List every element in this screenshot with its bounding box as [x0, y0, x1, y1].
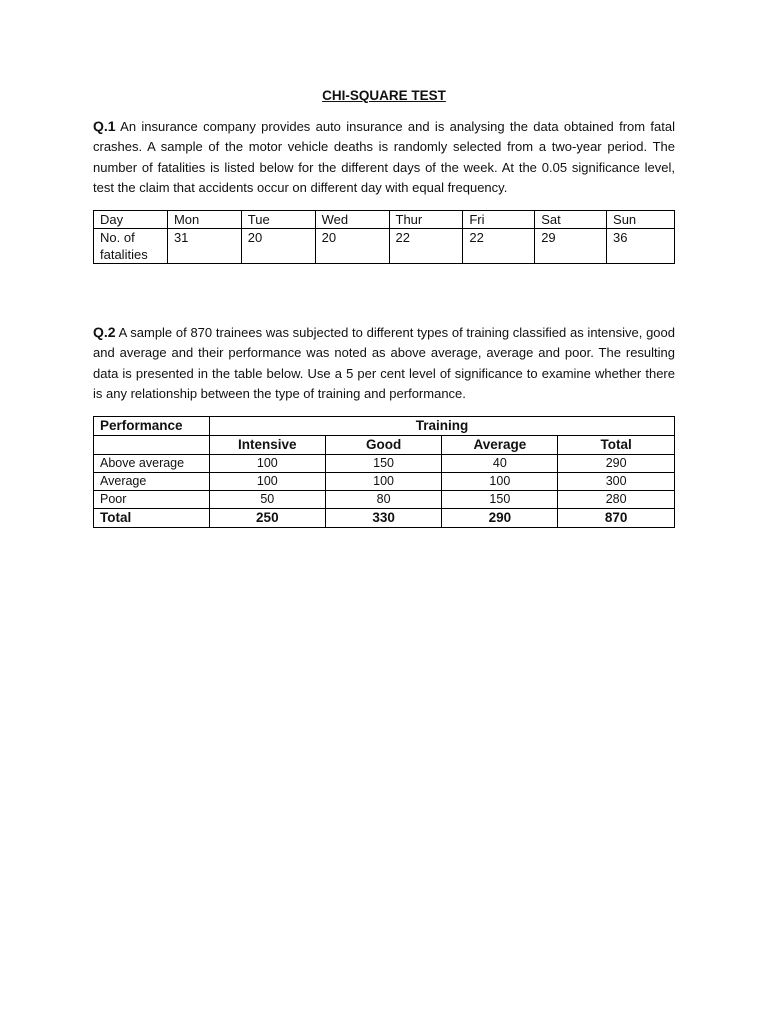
corner-header-cell: Performance	[94, 417, 210, 436]
question-2-label: Q.2	[93, 324, 116, 341]
table-row	[94, 436, 675, 455]
fatalities-table	[93, 210, 675, 264]
day-cell: Sun	[607, 211, 675, 229]
value-cell: 20	[315, 229, 389, 264]
column-header-cell: Intensive	[209, 436, 325, 455]
day-cell: Sat	[535, 211, 607, 229]
empty-cell	[94, 436, 210, 455]
row-label-cell: Above average	[94, 455, 210, 473]
value-cell: 280	[558, 491, 675, 509]
total-cell: 250	[209, 509, 325, 528]
document-page	[93, 86, 675, 528]
question-2-text: A sample of 870 trainees was subjected to different types of training classified as intensive, good and average and their performance was noted as above average, average and poor. The resulting data is presented in the table below. Use a 5 per cent level of significance to examine whether there is any relationship between the type of training and performance.	[93, 325, 675, 402]
value-cell: 300	[558, 473, 675, 491]
value-cell: 22	[389, 229, 463, 264]
value-cell: 22	[463, 229, 535, 264]
value-cell: 100	[442, 473, 558, 491]
training-table	[93, 416, 675, 528]
row-label-cell: Average	[94, 473, 210, 491]
day-cell: Tue	[241, 211, 315, 229]
question-1-label: Q.1	[93, 118, 116, 134]
total-cell: 870	[558, 509, 675, 528]
day-cell: Wed	[315, 211, 389, 229]
table-row	[94, 509, 675, 528]
value-cell: 80	[325, 491, 442, 509]
question-1-text: An insurance company provides auto insurance and is analysing the data obtained from fatal crashes. A sample of the motor vehicle deaths is randomly selected from a two-year period. The number of fatalities is listed below for the different days of the week. At the 0.05 significance level, test the claim that accidents occur on different day with equal frequency.	[93, 119, 675, 195]
day-cell: Thur	[389, 211, 463, 229]
total-cell: 290	[442, 509, 558, 528]
row-label-cell: Poor	[94, 491, 210, 509]
value-cell: 31	[167, 229, 241, 264]
value-cell: 100	[209, 455, 325, 473]
value-cell: 150	[442, 491, 558, 509]
day-header-cell: Day	[94, 211, 168, 229]
page-title: CHI-SQUARE TEST	[322, 88, 446, 103]
group-header-cell: Training	[209, 417, 674, 436]
table-row	[94, 417, 675, 436]
value-cell: 50	[209, 491, 325, 509]
total-label-cell: Total	[94, 509, 210, 528]
value-cell: 150	[325, 455, 442, 473]
column-header-cell: Good	[325, 436, 442, 455]
fatalities-label-cell: No. of fatalities	[94, 229, 168, 264]
value-cell: 100	[209, 473, 325, 491]
table-row	[94, 473, 675, 491]
value-cell: 40	[442, 455, 558, 473]
value-cell: 290	[558, 455, 675, 473]
table-row	[94, 491, 675, 509]
question-2	[93, 322, 675, 404]
table-row	[94, 229, 675, 264]
table-row	[94, 455, 675, 473]
value-cell: 36	[607, 229, 675, 264]
value-cell: 29	[535, 229, 607, 264]
column-header-cell: Total	[558, 436, 675, 455]
column-header-cell: Average	[442, 436, 558, 455]
day-cell: Mon	[167, 211, 241, 229]
question-1	[93, 116, 675, 198]
day-cell: Fri	[463, 211, 535, 229]
value-cell: 20	[241, 229, 315, 264]
table-row	[94, 211, 675, 229]
value-cell: 100	[325, 473, 442, 491]
total-cell: 330	[325, 509, 442, 528]
